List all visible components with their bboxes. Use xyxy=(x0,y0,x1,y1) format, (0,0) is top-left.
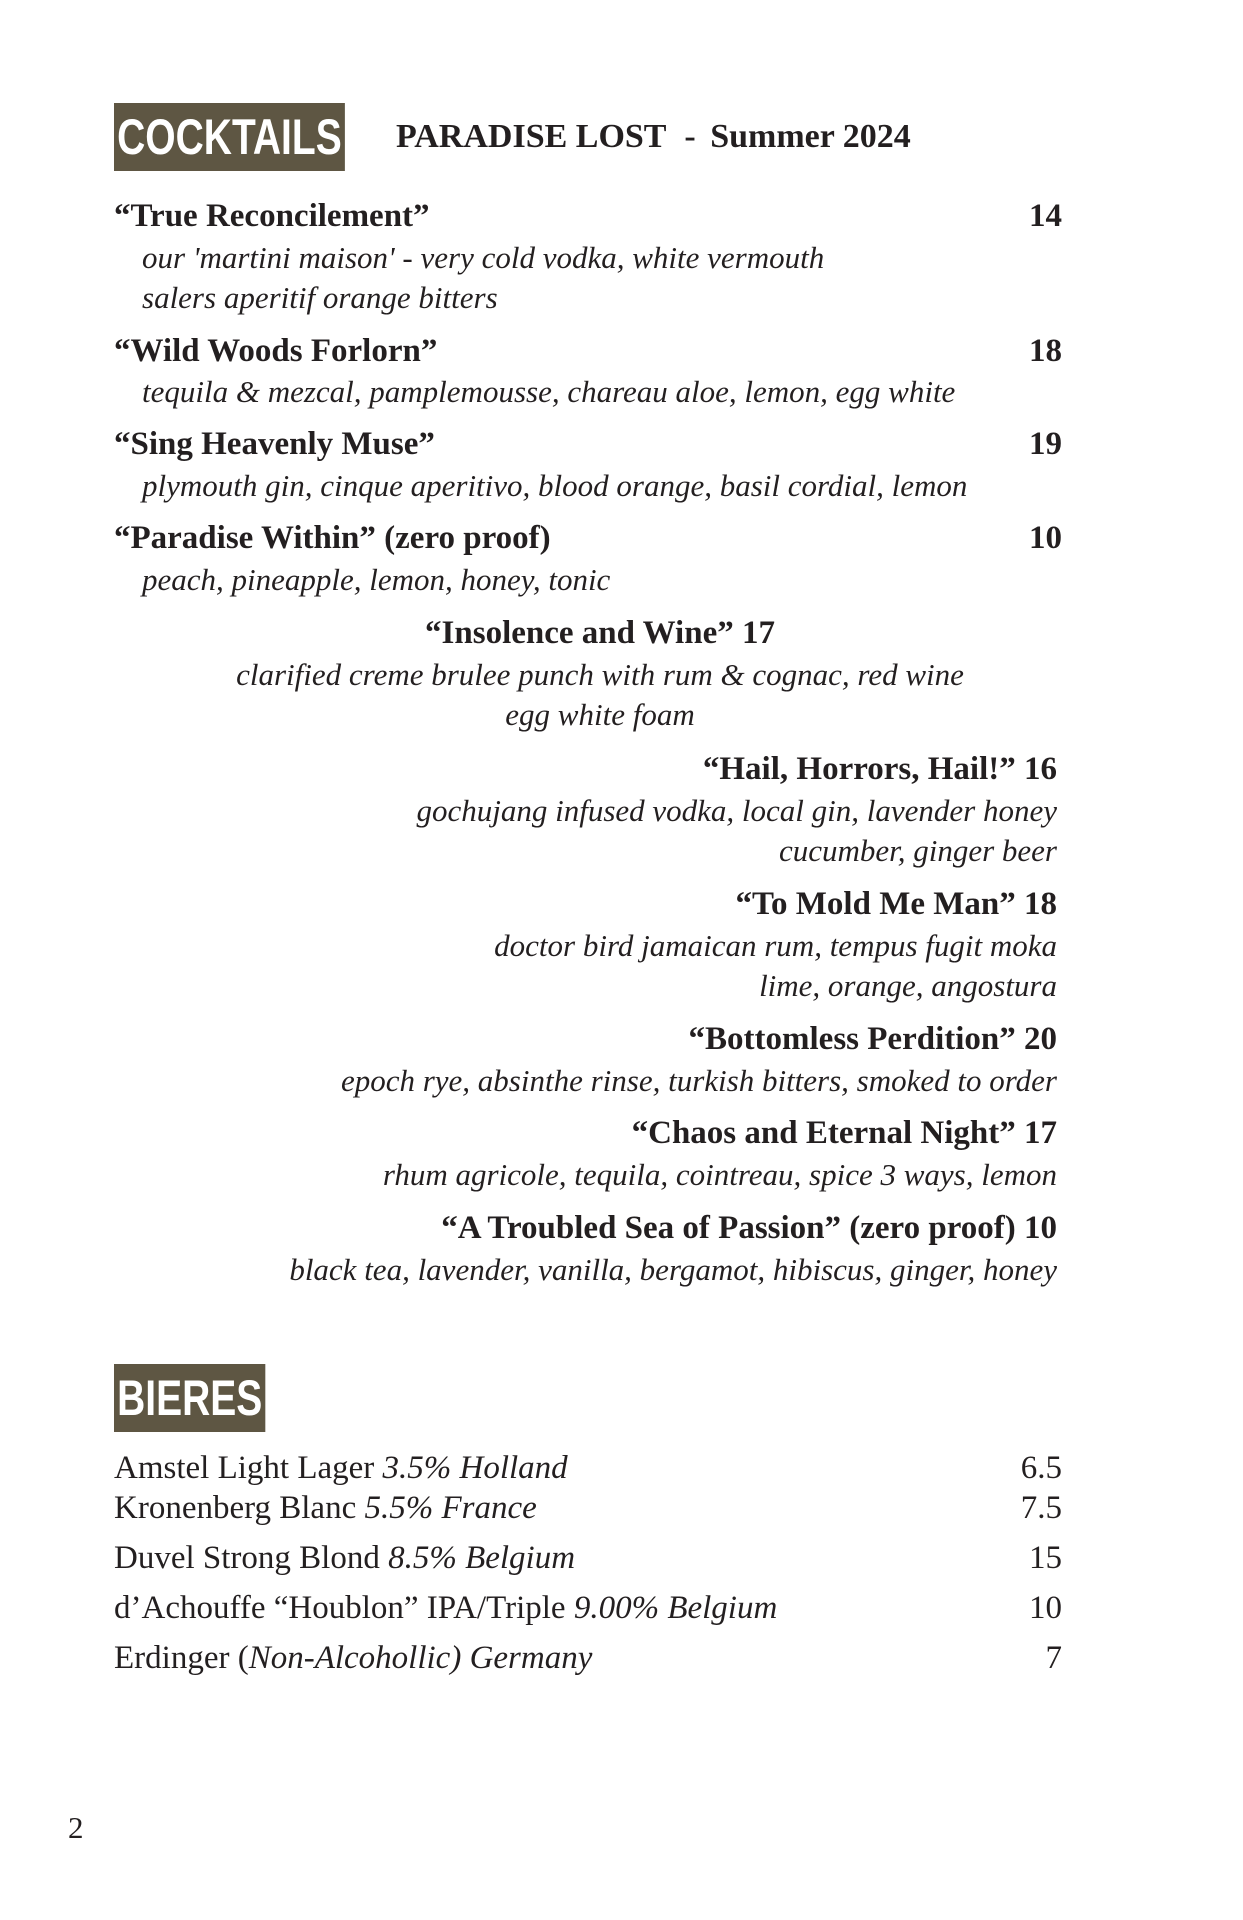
cocktail-name: “Paradise Within” (zero proof) xyxy=(114,520,551,556)
beer-row xyxy=(114,1538,575,1578)
cocktail-name: “Wild Woods Forlorn” xyxy=(114,333,438,369)
cocktail-description: lime, orange, angostura xyxy=(759,968,1057,1003)
page-number: 2 xyxy=(68,1810,84,1845)
beer-name: Kronenberg Blanc xyxy=(114,1490,357,1526)
menu-season: Summer 2024 xyxy=(710,118,911,155)
cocktail-description: doctor bird jamaican rum, tempus fugit moka xyxy=(494,928,1057,963)
beer-detail: 8.5% Belgium xyxy=(388,1540,576,1576)
cocktail-description: rhum agricole, tequila, cointreau, spice 3 ways, lemon xyxy=(382,1157,1057,1192)
beer-row xyxy=(114,1588,777,1628)
cocktail-description: cucumber, ginger beer xyxy=(778,833,1057,868)
cocktail-description: clarified creme brulee punch with rum & cognac, red wine xyxy=(236,657,964,692)
cocktails-section-badge: COCKTAILS xyxy=(114,103,345,171)
cocktail-name: “Hail, Horrors, Hail!” 16 xyxy=(702,751,1057,787)
cocktail-description: epoch rye, absinthe rinse, turkish bitters, smoked to order xyxy=(340,1063,1057,1098)
beer-name: Duvel Strong Blond xyxy=(114,1540,380,1576)
beer-row xyxy=(114,1448,568,1488)
bieres-section-badge: BIERES xyxy=(114,1364,265,1432)
cocktail-name: “Chaos and Eternal Night” 17 xyxy=(631,1115,1057,1151)
cocktail-description: gochujang infused vodka, local gin, lavender honey xyxy=(416,793,1057,828)
cocktail-description: our 'martini maison' - very cold vodka, white vermouth xyxy=(142,240,825,275)
cocktail-description: salers aperitif orange bitters xyxy=(142,280,498,315)
menu-title-separator: - xyxy=(684,118,696,155)
cocktail-name: “Sing Heavenly Muse” xyxy=(114,426,435,462)
cocktail-price: 14 xyxy=(1029,198,1062,234)
cocktail-description: black tea, lavender, vanilla, bergamot, hibiscus, ginger, honey xyxy=(289,1252,1057,1287)
cocktail-name: “To Mold Me Man” 18 xyxy=(735,886,1057,922)
cocktail-description: plymouth gin, cinque aperitivo, blood orange, basil cordial, lemon xyxy=(142,468,968,503)
menu-title-text: PARADISE LOST xyxy=(396,118,666,155)
beer-detail: 9.00% Belgium xyxy=(573,1590,778,1626)
beer-name: Erdinger ( xyxy=(114,1640,249,1676)
beer-detail: 5.5% France xyxy=(364,1490,537,1526)
beer-name: d’Achouffe “Houblon” IPA/Triple xyxy=(114,1590,566,1626)
cocktail-name: “Insolence and Wine” 17 xyxy=(425,615,775,651)
beer-row xyxy=(114,1488,537,1528)
beer-price: 7.5 xyxy=(1020,1490,1062,1526)
menu-title xyxy=(396,118,911,156)
cocktail-description: peach, pineapple, lemon, honey, tonic xyxy=(142,562,611,597)
cocktail-description: tequila & mezcal, pamplemousse, chareau aloe, lemon, egg white xyxy=(142,374,956,409)
beer-price: 15 xyxy=(1029,1540,1062,1576)
cocktail-name: “Bottomless Perdition” 20 xyxy=(688,1021,1057,1057)
cocktail-price: 19 xyxy=(1029,426,1062,462)
cocktail-price: 18 xyxy=(1029,333,1062,369)
beer-price: 7 xyxy=(1045,1640,1062,1676)
cocktail-name: “A Troubled Sea of Passion” (zero proof) 10 xyxy=(441,1210,1057,1246)
cocktail-price: 10 xyxy=(1029,520,1062,556)
beer-price: 10 xyxy=(1029,1590,1062,1626)
beer-detail: 3.5% Holland xyxy=(382,1450,568,1486)
beer-row xyxy=(114,1638,592,1678)
beer-detail: Non-Alcohollic) Germany xyxy=(248,1640,593,1676)
cocktail-description: egg white foam xyxy=(505,697,695,732)
cocktail-name: “True Reconcilement” xyxy=(114,198,430,234)
beer-price: 6.5 xyxy=(1020,1450,1062,1486)
beer-name: Amstel Light Lager xyxy=(114,1450,375,1486)
